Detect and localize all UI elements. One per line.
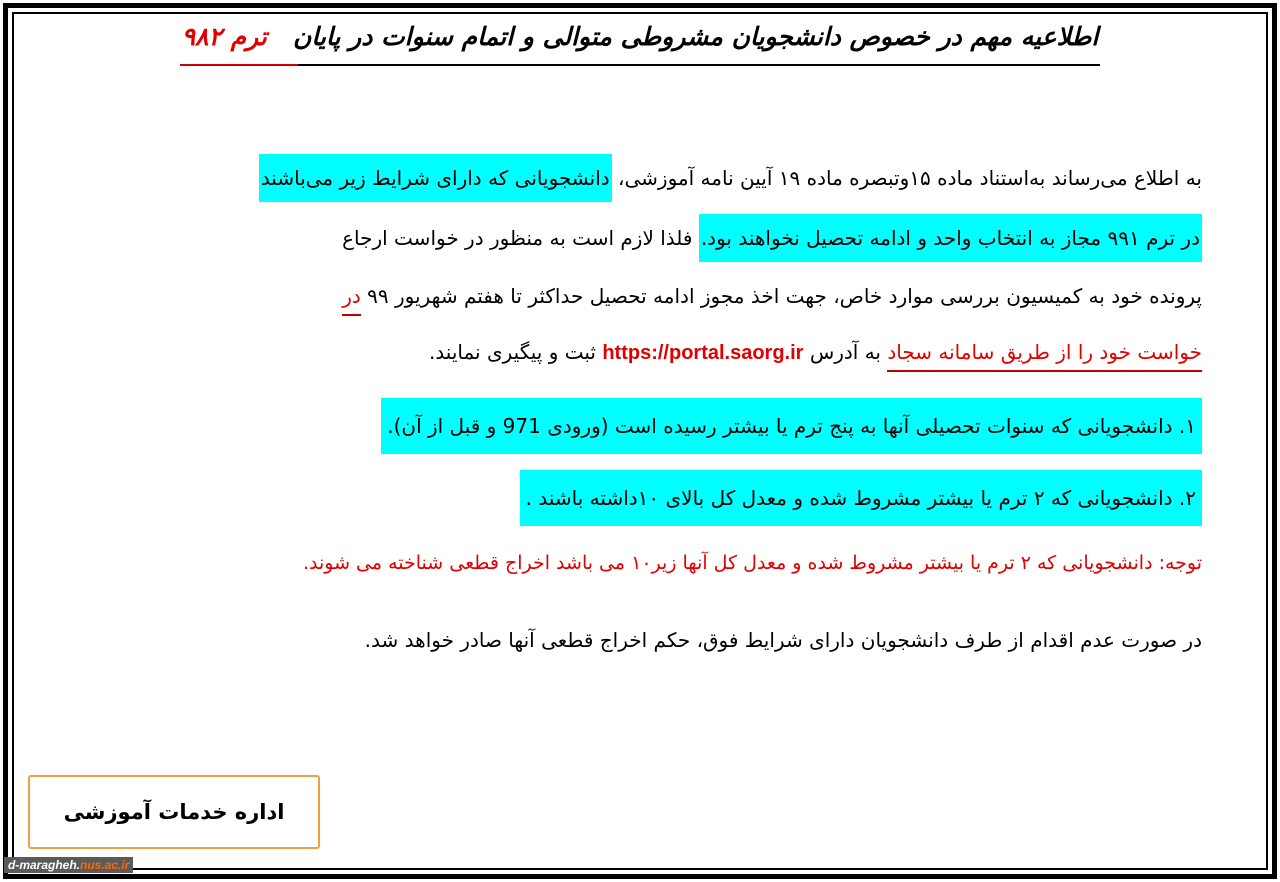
watermark-main: d-maragheh. [8,858,81,872]
title-term: ترم ۹۸۲ [181,22,267,51]
watermark-sub: nus.ac.ir [80,858,130,872]
body-line-3-red: در [342,284,361,316]
final-statement: در صورت عدم اقدام از طرف دانشجویان دارای شرایط فوق، حکم اخراج قطعی آنها صادر خواهد شد. [364,628,1202,652]
title-main: اطلاعیه مهم در خصوص دانشجویان مشروطی متوالی و اتمام سنوات در پایان [292,22,1099,51]
site-watermark [4,857,133,873]
body-line-2-highlight: در ترم ۹۹۱ مجاز به انتخاب واحد و ادامه تحصیل نخواهند بود. [699,214,1202,262]
body-line-2-text: فلذا لازم است به منظور در خواست ارجاع [342,226,693,250]
condition-1-text: ۱. دانشجویانی که سنوات تحصیلی آنها به پنج ترم یا بیشتر رسیده است (ورودی 971 و قبل از آن). [387,414,1196,438]
condition-2-text: ۲. دانشجویانی که ۲ ترم یا بیشتر مشروط شده و معدل کل بالای ۱۰داشته باشند . [525,486,1196,510]
body-line-3-text: پرونده خود به کمیسیون بررسی موارد خاص، جهت اخذ مجوز ادامه تحصیل حداکثر تا هفتم شهریور ۹۹ [367,284,1202,308]
body-line-3 [342,284,1202,308]
body-line-4-red: خواست خود را از طریق سامانه سجاد [887,340,1202,372]
page-title [180,22,1100,51]
body-line-2 [342,226,1202,250]
condition-1 [381,398,1202,454]
title-underline [180,64,1100,66]
body-line-4-end: ثبت و پیگیری نمایند. [428,340,596,364]
title-term-underline [180,64,298,66]
warning-note: توجه: دانشجویانی که ۲ ترم یا بیشتر مشروط شده و معدل کل آنها زیر۱۰ می باشد اخراج قطعی شناخته می شوند. [302,552,1202,574]
body-line-4-text: به آدرس [809,340,881,364]
body-line-4 [429,340,1202,365]
condition-2 [520,470,1202,526]
body-line-1 [259,166,1202,190]
body-line-1-text: به اطلاع می‌رساند به‌استناد ماده ۱۵وتبصره ماده ۱۹ آیین نامه آموزشی، [618,166,1202,190]
body-line-1-highlight: دانشجویانی که دارای شرایط زیر می‌باشند [259,154,612,202]
signature-box [28,775,320,849]
portal-link[interactable]: https://portal.saorg.ir [602,342,804,364]
signature-text: اداره خدمات آموزشی [63,800,285,824]
